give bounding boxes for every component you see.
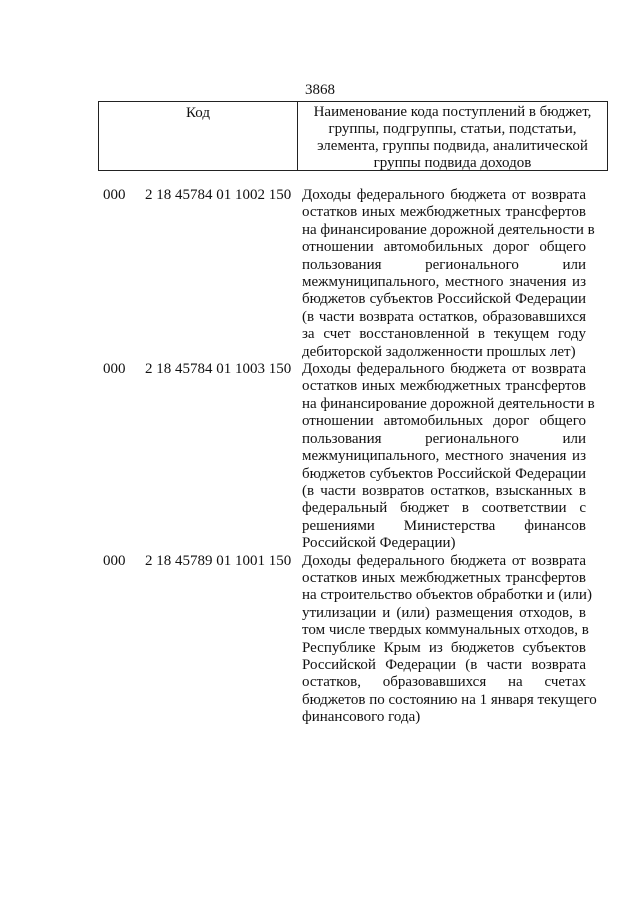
description-line: Доходы федерального бюджета от возврата [302,552,586,569]
page-number: 3868 [305,82,335,98]
header-name-column: Наименование кода поступлений в бюджет, группы, подгруппы, статьи, подстатьи, элемента, группы подвида, аналитической группы подвида доходов [313,104,592,171]
header-code-column: Код [99,102,298,170]
table-row [0,361,640,552]
description-line: на строительство объектов обработки и (или) [302,587,592,604]
description-line: утилизации и (или) размещения отходов, в [302,604,586,621]
description-line: пользования регионального или [302,430,586,447]
description-line: бюджетов субъектов Российской Федерации [302,291,586,308]
description-line: том числе твердых коммунальных отходов, в [302,622,589,639]
description-line: Доходы федерального бюджета от возврата [302,361,586,378]
description-line: остатков иных межбюджетных трансфертов [302,204,586,221]
description-line: Российской Федерации (в части возврата [302,656,586,673]
description-line: решениями Министерства финансов [302,517,586,534]
revenue-code: 2 18 45784 01 1003 150 [145,361,292,378]
admin-code: 000 [103,187,126,203]
description-line: за счет восстановленной в текущем году [302,326,586,343]
description-line: отношении автомобильных дорог общего [302,239,586,256]
description-line: остатков, образовавшихся на счетах [302,674,586,691]
description-line: федеральный бюджет в соответствии с [302,500,586,517]
description-line: дебиторской задолженности прошлых лет) [302,343,576,360]
admin-code: 000 [103,552,126,569]
table-body [0,187,640,727]
description-line: остатков иных межбюджетных трансфертов [302,378,586,395]
revenue-description [302,552,597,727]
description-line: межмуниципального, местного значения из [302,274,586,291]
description-line: (в части возвратов остатков, взысканных в [302,482,586,499]
description-line: бюджетов субъектов Российской Федерации [302,465,586,482]
description-line: Республике Крым из бюджетов субъектов [302,639,586,656]
revenue-description [302,361,595,552]
description-line: межмуниципального, местного значения из [302,448,586,465]
table-row [0,187,640,361]
description-line: на финансирование дорожной деятельности в [302,395,595,412]
table-row [0,553,640,727]
revenue-description [302,187,595,361]
table-header [98,101,608,171]
description-line: Доходы федерального бюджета от возврата [302,187,586,203]
description-line: финансового года) [302,709,421,726]
description-line: (в части возврата остатков, образовавшихся [302,308,586,325]
admin-code: 000 [103,361,126,378]
revenue-code: 2 18 45789 01 1001 150 [145,552,292,569]
revenue-code: 2 18 45784 01 1002 150 [145,187,292,203]
description-line: пользования регионального или [302,256,586,273]
description-line: отношении автомобильных дорог общего [302,413,586,430]
description-line: бюджетов по состоянию на 1 января текущего [302,691,597,708]
description-line: остатков иных межбюджетных трансфертов [302,569,586,586]
description-line: Российской Федерации) [302,535,456,552]
description-line: на финансирование дорожной деятельности в [302,221,595,238]
